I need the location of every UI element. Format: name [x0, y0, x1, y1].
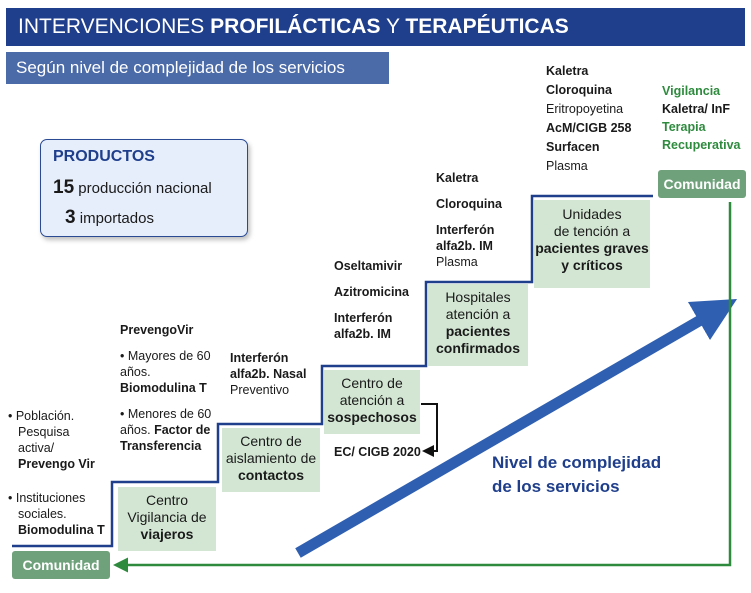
contactos-treatments: Interferón alfa2b. Nasal Preventivo	[230, 351, 307, 397]
bracket-arrow	[421, 404, 437, 451]
sospechosos-ec: EC/ CIGB 2020	[334, 445, 421, 459]
step-graves: Unidades de tención a pacientes graves y críticos	[534, 200, 650, 288]
products-box	[40, 139, 248, 237]
title-bold-2: TERAPÉUTICAS	[405, 15, 569, 38]
complexity-label: Nivel de complejidad de los servicios	[492, 453, 662, 496]
products-imported: 3 importados	[65, 207, 154, 228]
subtitle-bar: Según nivel de complejidad de los servicios	[6, 52, 389, 84]
viajeros-treatments: PrevengoVir • Mayores de 60 años. Biomodulina T • Menores de 60 años. Factor de Transferencia	[120, 323, 212, 453]
left-institutions-text: • Instituciones sociales. Biomodulina T	[8, 491, 105, 537]
comunidad-final-treatments: Vigilancia Kaletra/ InF Terapia Recuperativa	[662, 84, 741, 152]
step-hospitales: Hospitales atención a pacientes confirmados	[428, 284, 528, 366]
products-heading: PRODUCTOS	[53, 148, 155, 165]
title-bold-1: PROFILÁCTICAS	[210, 15, 381, 38]
title-bar: INTERVENCIONES PROFILÁCTICAS Y TERAPÉUTICAS	[6, 8, 745, 46]
step-contactos: Centro de aislamiento de contactos	[222, 428, 320, 492]
left-population-text: • Población. Pesquisa activa/ Prevengo Vir	[8, 409, 95, 471]
step-sospechosos: Centro de atención a sospechosos	[324, 370, 420, 434]
products-national: 15 producción nacional	[53, 177, 212, 198]
community-left: Comunidad	[12, 551, 110, 579]
sospechosos-treatments: Oseltamivir Azitromicina Interferón alfa2b. IM	[334, 259, 410, 341]
hospitales-treatments: Kaletra Cloroquina Interferón alfa2b. IM Plasma	[436, 171, 502, 269]
graves-treatments: Kaletra Cloroquina Eritropoyetina AcM/CIGB 258 Surfacen Plasma	[546, 64, 632, 173]
step-viajeros: Centro Vigilancia de viajeros	[118, 487, 216, 551]
community-right: Comunidad	[658, 170, 746, 198]
